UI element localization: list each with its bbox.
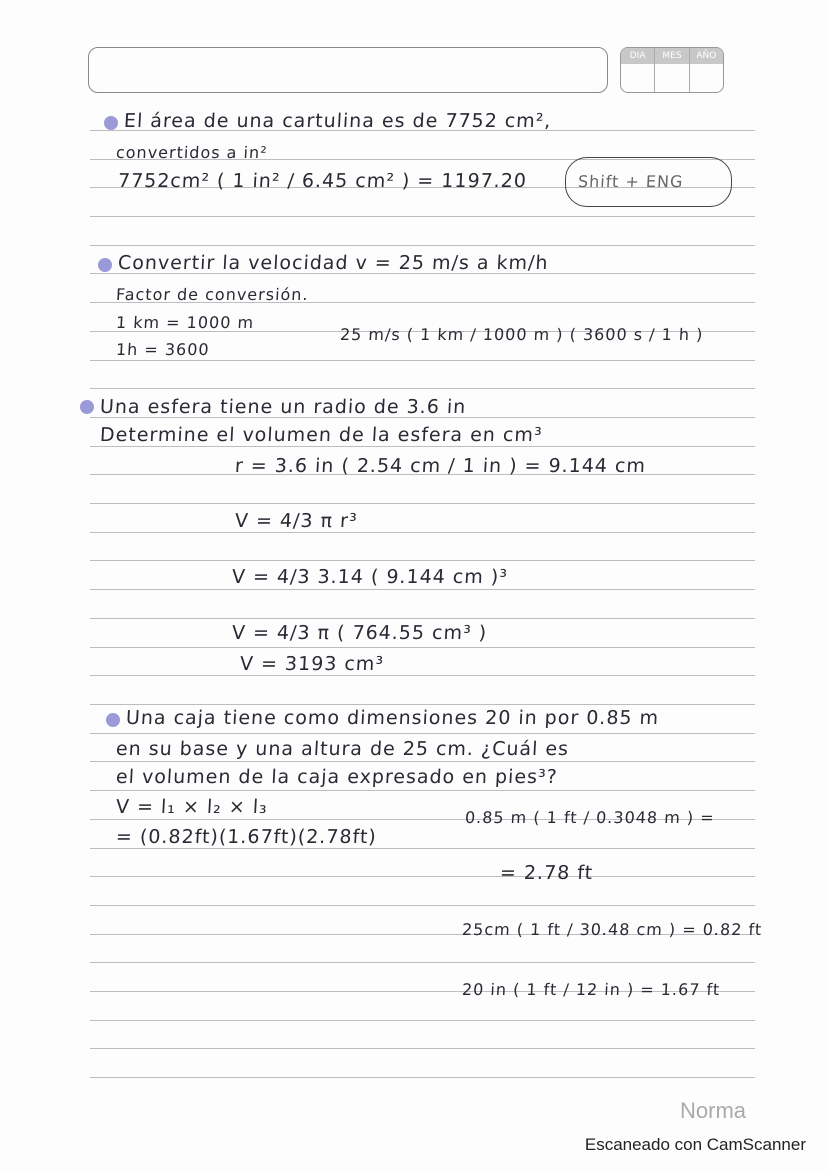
ruled-line	[90, 647, 755, 648]
ruled-line	[90, 618, 755, 619]
problem-3-line: V = 3193 cm³	[239, 653, 385, 675]
problem-2-line: Convertir la velocidad v = 25 m/s a km/h	[117, 252, 550, 274]
ruled-line	[90, 761, 755, 762]
ruled-line	[90, 962, 755, 963]
ruled-line	[90, 446, 755, 447]
problem-4-line: Una caja tiene como dimensiones 20 in por 0.85 m	[125, 707, 660, 729]
problem-4-line: = 2.78 ft	[499, 862, 594, 884]
problem-4-line: el volumen de la caja expresado en pies³?	[115, 766, 559, 788]
problem-4-line: 0.85 m ( 1 ft / 0.3048 m ) =	[464, 808, 716, 827]
problem-4-line: en su base y una altura de 25 cm. ¿Cuál es	[115, 738, 570, 760]
ruled-line	[90, 560, 755, 561]
title-box	[88, 47, 608, 93]
ruled-line	[90, 675, 755, 676]
ruled-line	[90, 790, 755, 791]
month-label: MES	[655, 48, 688, 64]
ruled-line	[90, 1048, 755, 1049]
date-box	[620, 47, 724, 93]
ruled-line	[90, 589, 755, 590]
problem-2-line: 1 km = 1000 m	[115, 313, 255, 332]
bullet-icon	[104, 116, 118, 130]
problem-1-line: 7752cm² ( 1 in² / 6.45 cm² ) = 1197.20	[117, 170, 528, 192]
problem-3-line: r = 3.6 in ( 2.54 cm / 1 in ) = 9.144 cm	[234, 455, 647, 477]
ruled-line	[90, 1077, 755, 1078]
problem-3-line: V = 4/3 π ( 764.55 cm³ )	[231, 622, 488, 644]
problem-4-line: 20 in ( 1 ft / 12 in ) = 1.67 ft	[461, 980, 721, 999]
ruled-line	[90, 733, 755, 734]
problem-3-line: Una esfera tiene un radio de 3.6 in	[99, 396, 467, 418]
problem-4-line: 25cm ( 1 ft / 30.48 cm ) = 0.82 ft	[461, 920, 763, 939]
notebook-logo: Norma	[680, 1098, 747, 1123]
problem-3-line: Determine el volumen de la esfera en cm³	[99, 424, 544, 446]
problem-1-line: El área de una cartulina es de 7752 cm²,	[123, 110, 552, 132]
bullet-icon	[106, 713, 120, 727]
ruled-line	[90, 360, 755, 361]
year-label: AÑO	[690, 48, 723, 64]
ruled-line	[90, 503, 755, 504]
ruled-line	[90, 876, 755, 877]
ruled-line	[90, 848, 755, 849]
day-label: DIA	[621, 48, 654, 64]
problem-1-line: convertidos a in²	[115, 143, 269, 162]
problem-3-line: V = 4/3 π r³	[234, 510, 359, 532]
ruled-line	[90, 532, 755, 533]
bullet-icon	[98, 258, 112, 272]
problem-4-line: V = l₁ × l₂ × l₃	[115, 796, 269, 818]
scanner-watermark: Escaneado con CamScanner	[584, 1135, 806, 1154]
ruled-line	[90, 388, 755, 389]
ruled-line	[90, 216, 755, 217]
bullet-icon	[80, 400, 94, 414]
problem-2-line: 25 m/s ( 1 km / 1000 m ) ( 3600 s / 1 h )	[339, 325, 704, 344]
problem-2-line: 1h = 3600	[115, 340, 211, 359]
problem-3-line: V = 4/3 3.14 ( 9.144 cm )³	[231, 566, 509, 588]
ruled-line	[90, 245, 755, 246]
ruled-line	[90, 704, 755, 705]
problem-4-line: = (0.82ft)(1.67ft)(2.78ft)	[115, 826, 378, 848]
ruled-line	[90, 905, 755, 906]
calculator-note: Shift + ENG	[577, 172, 684, 191]
problem-2-line: Factor de conversión.	[115, 285, 310, 304]
ruled-line	[90, 1020, 755, 1021]
